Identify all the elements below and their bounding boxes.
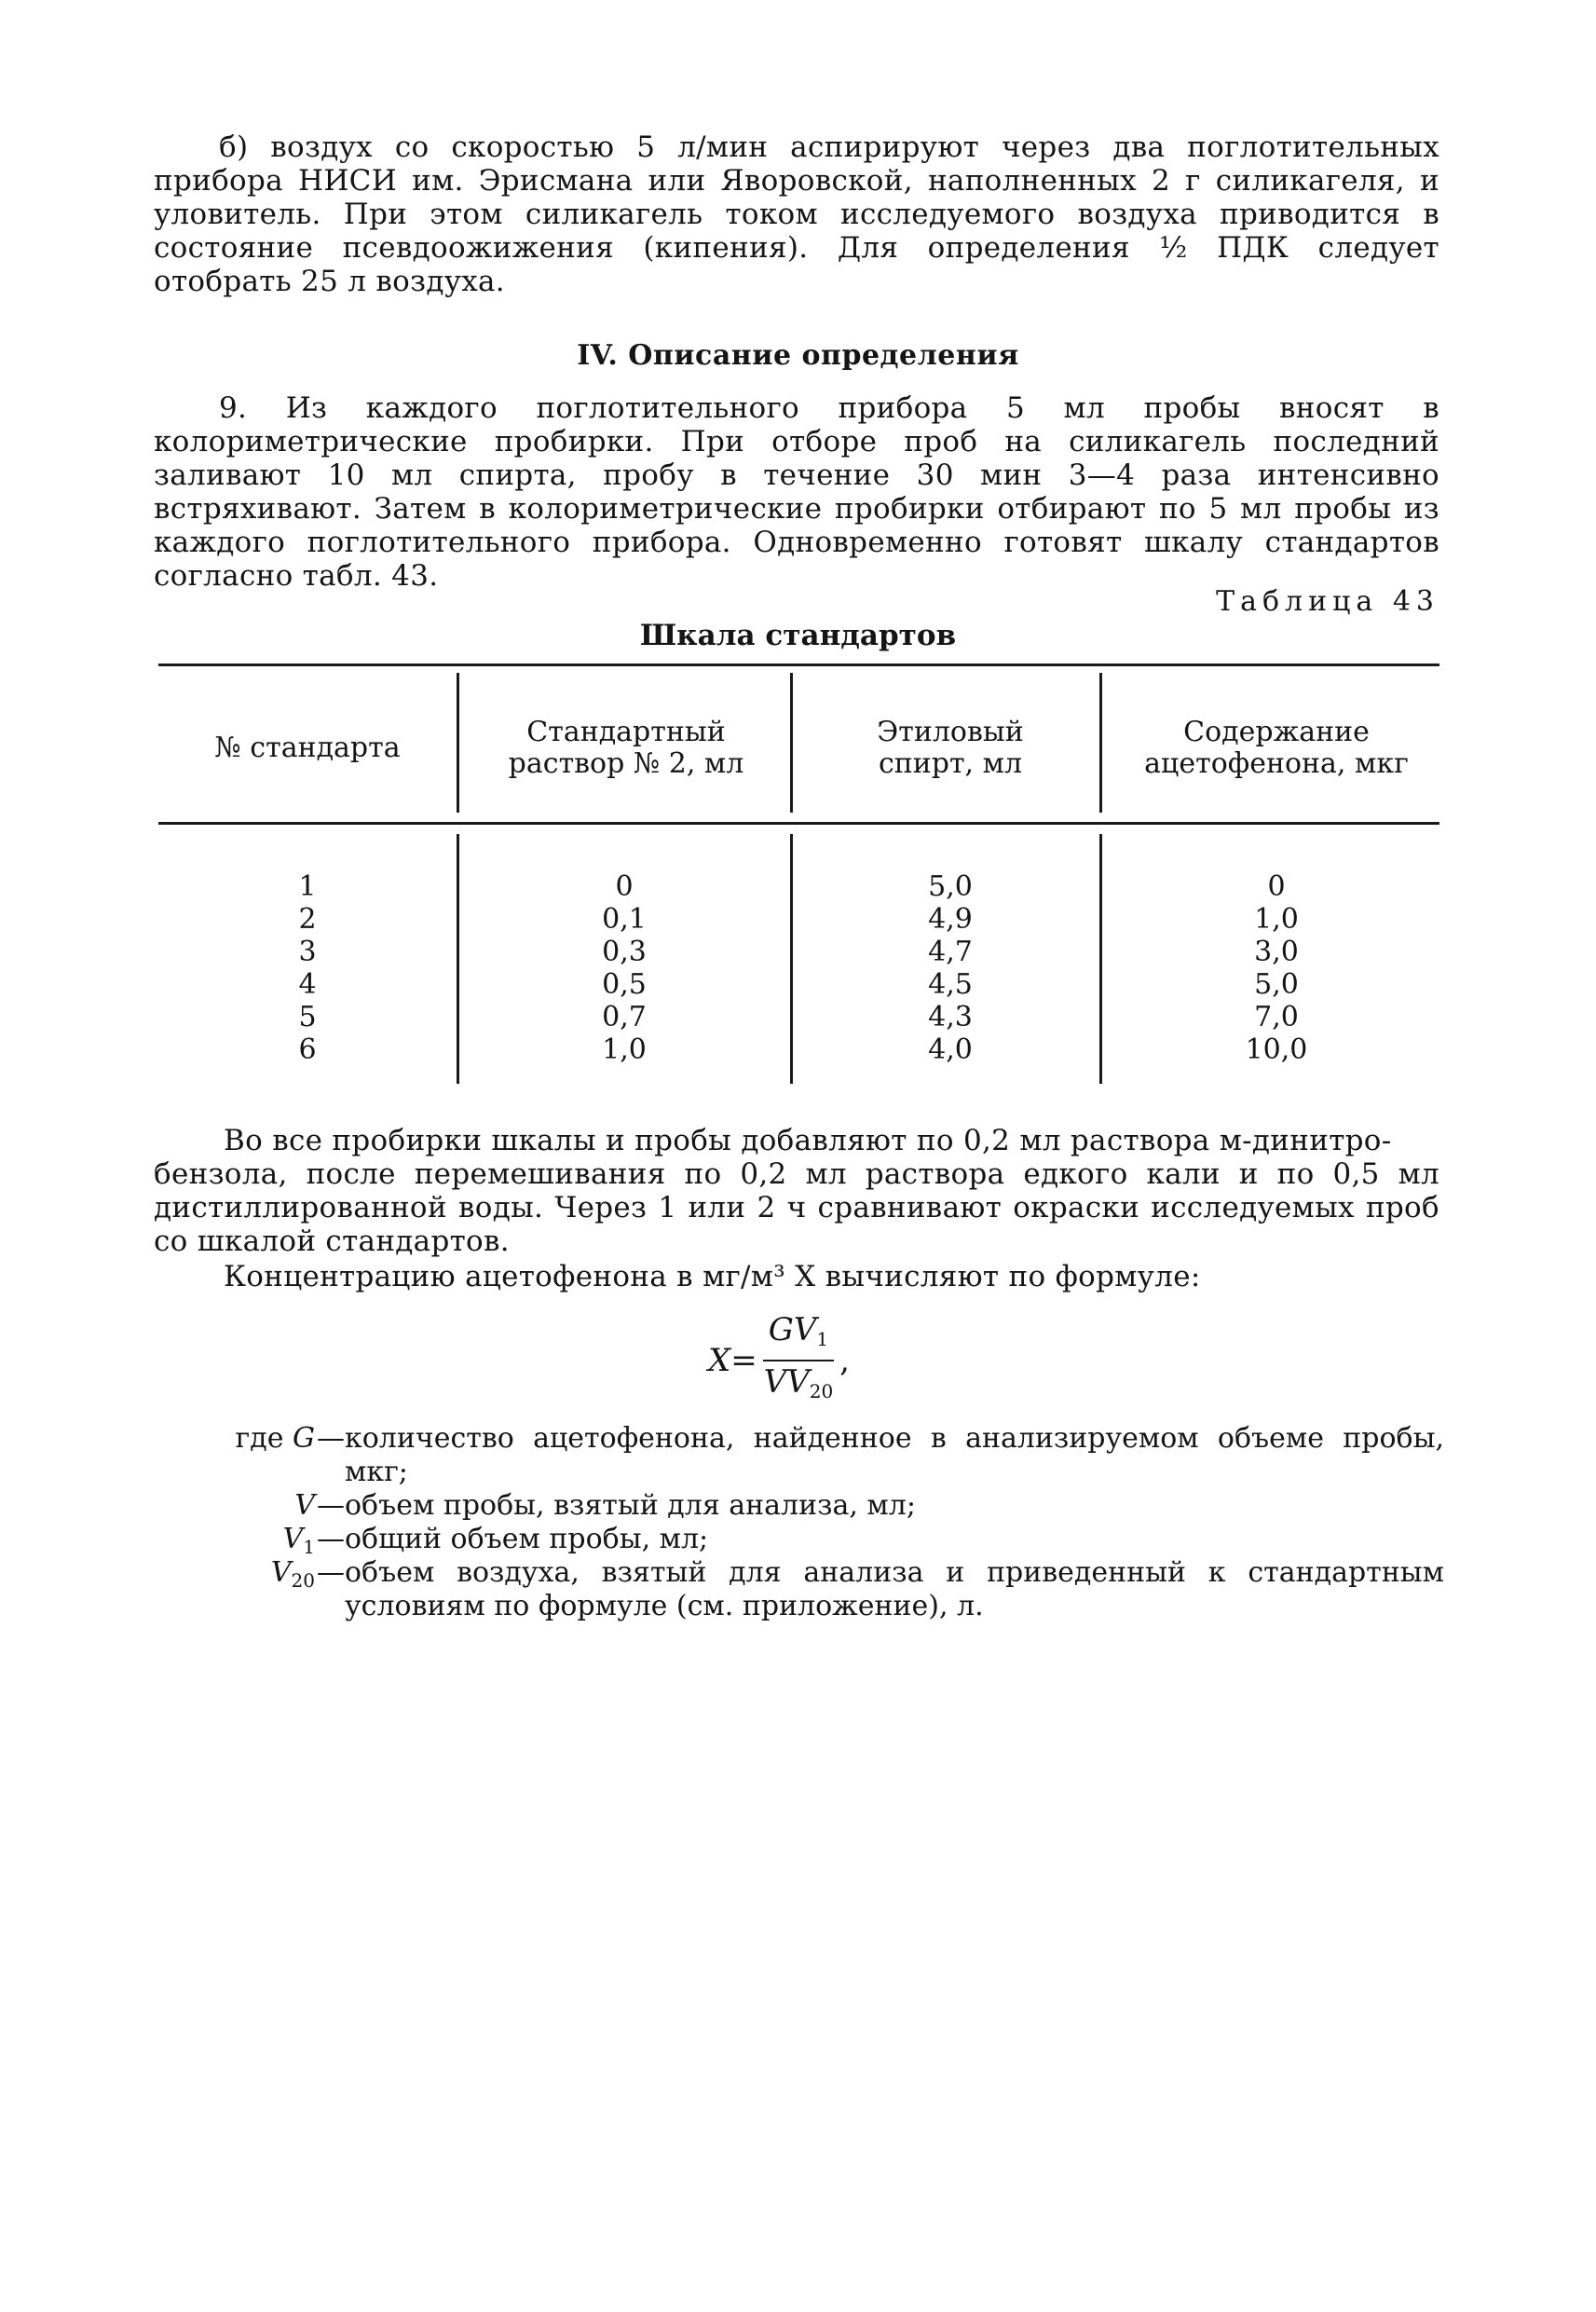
table-header-content: Содержание ацетофенона, мкг <box>1144 716 1409 780</box>
formula-denominator-sub: 20 <box>809 1380 834 1402</box>
definition-symbol-letter: V <box>282 1523 304 1555</box>
table-cell: 6 <box>298 1033 317 1066</box>
concentration-formula <box>708 1309 850 1412</box>
paragraph-concentration: Концентрацию ацетофенона в мг/м³ X вычисляют по формуле: <box>224 1260 1201 1293</box>
table-divider <box>790 673 793 813</box>
definition-symbol-sub: 20 <box>291 1569 315 1592</box>
definition-symbol-letter: V <box>294 1489 315 1522</box>
table-cell: 3 <box>298 936 317 968</box>
formula-numerator-sub: 1 <box>816 1328 829 1350</box>
table-cell: 1,0 <box>602 1033 647 1066</box>
table-cell: 3,0 <box>1254 936 1299 968</box>
definition-symbol-letter: G <box>293 1422 315 1455</box>
formula-denominator-text: VV <box>763 1363 810 1401</box>
table-cell: 0,3 <box>602 936 647 968</box>
definition-lead: где <box>235 1422 284 1455</box>
table-column-solution <box>568 870 680 1066</box>
formula-fraction <box>763 1309 834 1412</box>
definition-text: количество ацетофенона, найденное в анализируемом объеме пробы, мкг; <box>345 1422 1444 1488</box>
table-cell: 1 <box>298 870 317 903</box>
table-divider <box>1099 834 1102 1084</box>
table-column-ethanol <box>894 870 1006 1066</box>
paragraph-9: 9. Из каждого поглотительного прибора 5 мл пробы вносят в колориметрические пробирки. При отборе проб на силикагель последний заливают 10 мл спирта, пробу в течение 30 мин 3—4 раза интенсивно встряхивают. Затем в колориметрические пробирки отбирают по 5 мл пробы из каждого поглотительного прибора. Одновременно готовят шкалу стандартов согласно табл. 43. <box>154 391 1439 593</box>
table-cell: 0,1 <box>602 903 647 936</box>
table-title: Шкала стандартов <box>639 619 957 652</box>
definition-symbol <box>236 1422 315 1463</box>
table-cell: 7,0 <box>1254 1001 1299 1033</box>
table-header-solution: Стандартный раствор № 2, мл <box>508 716 744 780</box>
table-top-rule <box>158 664 1439 666</box>
table-cell: 4,3 <box>928 1001 973 1033</box>
table-divider <box>457 834 459 1084</box>
formula-denominator <box>764 1361 834 1412</box>
formula-lhs: X= <box>708 1342 757 1379</box>
definition-dash: — <box>317 1422 345 1455</box>
table-cell: 0,5 <box>602 968 647 1001</box>
table-divider <box>790 834 793 1084</box>
table-cell: 4,5 <box>928 968 973 1001</box>
formula-numerator-text: GV <box>768 1311 817 1348</box>
table-cell: 1,0 <box>1254 903 1299 936</box>
table-cell: 0 <box>615 870 634 903</box>
table-cell: 4,7 <box>928 936 973 968</box>
table-header-standard: № стандарта <box>214 732 401 764</box>
paragraph-b: б) воздух со скоростью 5 л/мин аспирируют через два поглотительных прибора НИСИ им. Эрисмана или Яворовской, наполненных 2 г силикагеля, и уловитель. При этом силикагель током исследуемого воздуха приводится в состояние псевдоожижения (кипения). Для определения ½ ПДК следует отобрать 25 л воздуха. <box>154 130 1439 298</box>
table-cell: 4 <box>298 968 317 1001</box>
table-cell: 0,7 <box>602 1001 647 1033</box>
formula-numerator <box>763 1309 834 1361</box>
table-cell: 4,0 <box>928 1033 973 1066</box>
table-cell: 0 <box>1267 870 1286 903</box>
table-divider <box>1099 673 1102 813</box>
table-number: Таблица 43 <box>1216 585 1439 618</box>
table-column-content <box>1211 870 1342 1066</box>
definition-symbol-letter: V <box>270 1556 292 1589</box>
paragraph-reagents <box>154 1124 1439 1258</box>
table-header-rule <box>158 822 1439 825</box>
table-cell: 10,0 <box>1245 1033 1308 1066</box>
table-cell: 5,0 <box>928 870 973 903</box>
table-cell: 4,9 <box>928 903 973 936</box>
definition-text: объем пробы, взятый для анализа, мл; <box>345 1489 916 1522</box>
definition-dash: — <box>317 1556 345 1589</box>
table-divider <box>457 673 459 813</box>
table-cell: 5 <box>298 1001 317 1033</box>
formula-tail: , <box>839 1342 850 1379</box>
table-cell: 2 <box>298 903 317 936</box>
definition-symbol <box>271 1556 315 1597</box>
paragraph-reagents-first-line: Во все пробирки шкалы и пробы добавляют по 0,2 мл раствора м-динитро- <box>224 1124 1392 1157</box>
definition-dash: — <box>317 1489 345 1522</box>
table-column-standard <box>261 870 354 1066</box>
table-header-ethanol: Этиловый спирт, мл <box>877 716 1024 780</box>
section-heading: IV. Описание определения <box>577 339 1019 372</box>
definition-text: общий объем пробы, мл; <box>345 1523 709 1555</box>
paragraph-reagents-rest: бензола, после перемешивания по 0,2 мл раствора едкого кали и по 0,5 мл дистиллированной воды. Через 1 или 2 ч сравнивают окраски исследуемых проб со шкалой стандартов. <box>154 1157 1439 1258</box>
definition-symbol-sub: 1 <box>303 1536 315 1558</box>
definition-dash: — <box>317 1523 345 1555</box>
table-cell: 5,0 <box>1254 968 1299 1001</box>
definition-text: объем воздуха, взятый для анализа и приведенный к стандартным условиям по формуле (см. приложение), л. <box>345 1556 1444 1622</box>
